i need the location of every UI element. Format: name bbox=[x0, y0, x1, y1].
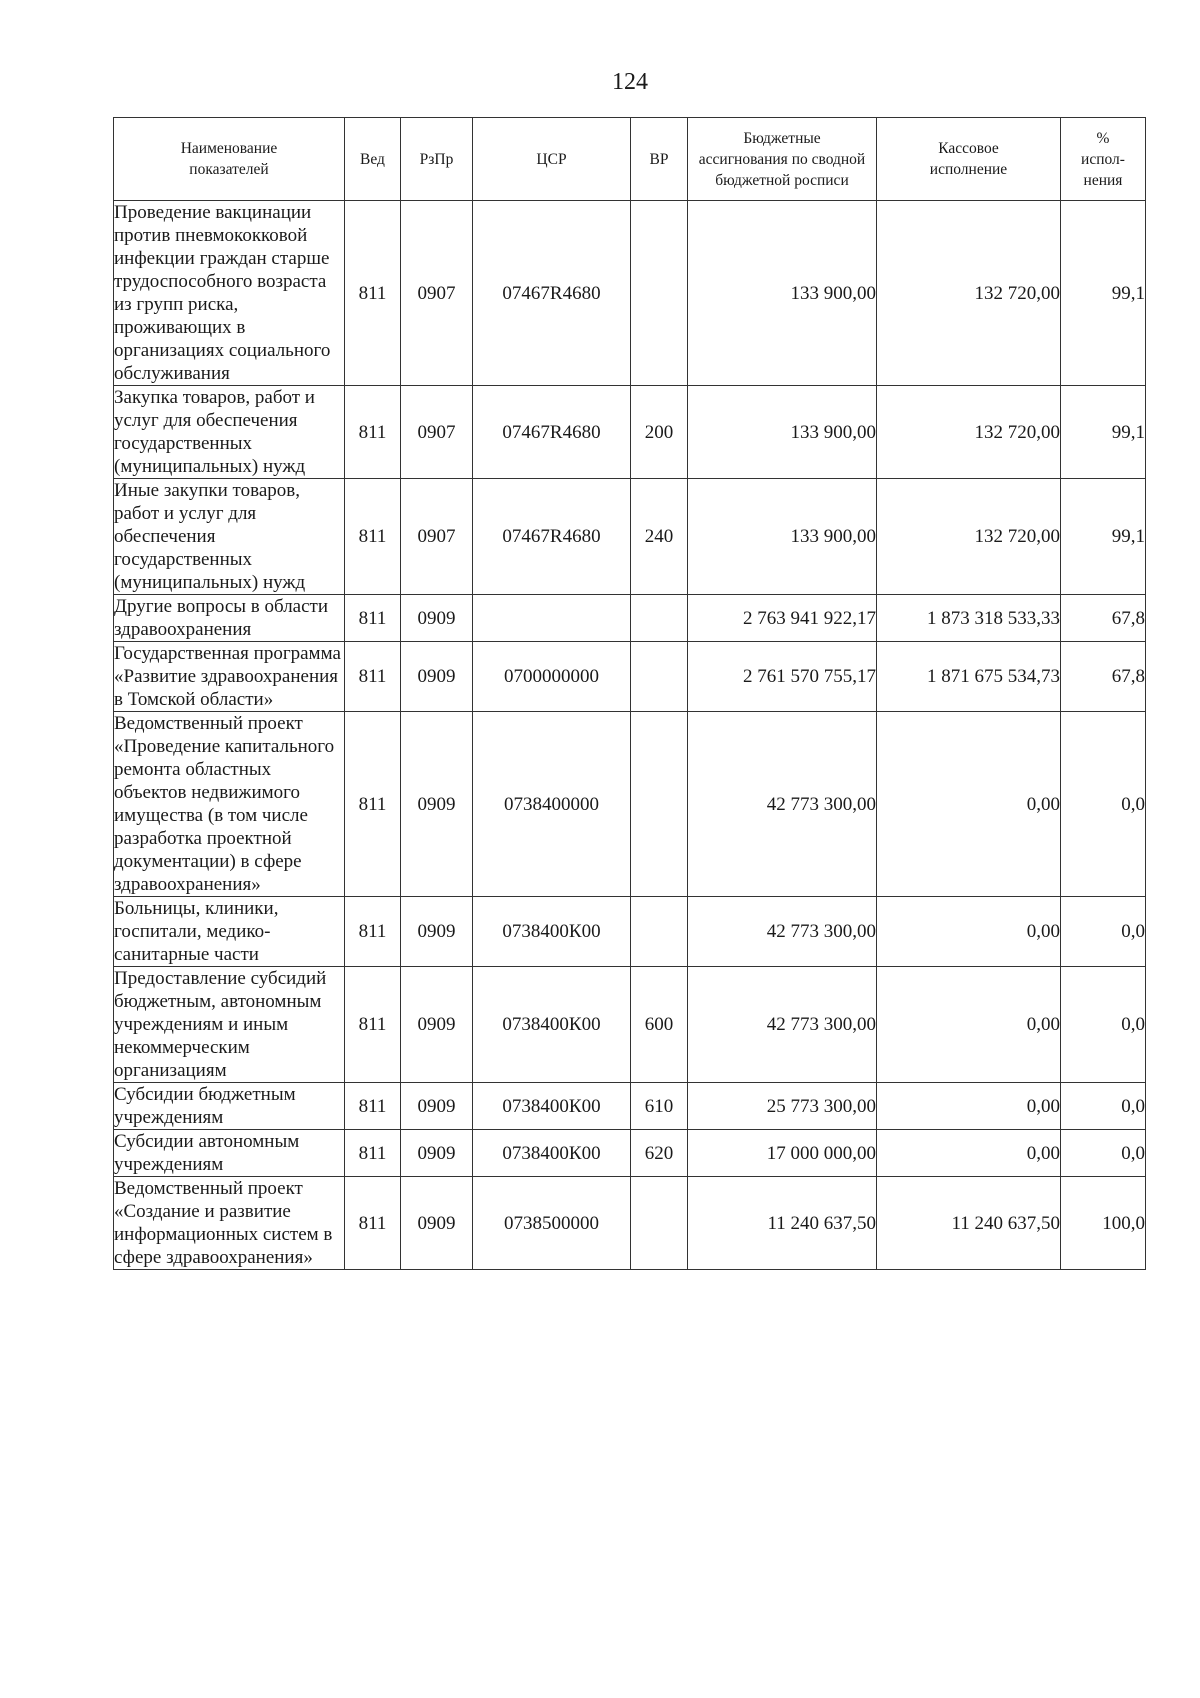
cell-pct: 67,8 bbox=[1061, 595, 1146, 642]
cell-pct: 0,0 bbox=[1061, 967, 1146, 1083]
cell-budget: 2 761 570 755,17 bbox=[688, 642, 877, 712]
cell-cash: 11 240 637,50 bbox=[877, 1177, 1061, 1270]
table-header bbox=[114, 118, 1146, 201]
cell-ved: 811 bbox=[345, 967, 401, 1083]
cell-vr: 200 bbox=[631, 386, 688, 479]
cell-budget: 25 773 300,00 bbox=[688, 1083, 877, 1130]
cell-vr: 620 bbox=[631, 1130, 688, 1177]
table-row bbox=[114, 897, 1146, 967]
cell-cash: 0,00 bbox=[877, 897, 1061, 967]
cell-cash: 0,00 bbox=[877, 967, 1061, 1083]
cell-ved: 811 bbox=[345, 595, 401, 642]
cell-budget: 42 773 300,00 bbox=[688, 967, 877, 1083]
header-name: Наименование показателей bbox=[114, 118, 345, 201]
cell-name: Больницы, клиники, госпитали, медико-санитарные части bbox=[114, 897, 345, 967]
cell-vr bbox=[631, 595, 688, 642]
cell-cash: 132 720,00 bbox=[877, 479, 1061, 595]
cell-cash: 1 871 675 534,73 bbox=[877, 642, 1061, 712]
cell-budget: 11 240 637,50 bbox=[688, 1177, 877, 1270]
cell-rzpr: 0909 bbox=[401, 897, 473, 967]
cell-vr bbox=[631, 201, 688, 386]
cell-name: Предоставление субсидий бюджетным, автономным учреждениям и иным некоммерческим организациям bbox=[114, 967, 345, 1083]
cell-vr bbox=[631, 897, 688, 967]
cell-pct: 67,8 bbox=[1061, 642, 1146, 712]
cell-rzpr: 0909 bbox=[401, 1177, 473, 1270]
table-row bbox=[114, 1130, 1146, 1177]
cell-rzpr: 0909 bbox=[401, 595, 473, 642]
cell-budget: 133 900,00 bbox=[688, 479, 877, 595]
header-cash: Кассовое исполнение bbox=[877, 118, 1061, 201]
cell-vr: 610 bbox=[631, 1083, 688, 1130]
table-row bbox=[114, 201, 1146, 386]
cell-name: Другие вопросы в области здравоохранения bbox=[114, 595, 345, 642]
cell-vr bbox=[631, 1177, 688, 1270]
cell-ved: 811 bbox=[345, 712, 401, 897]
cell-rzpr: 0907 bbox=[401, 479, 473, 595]
cell-name: Иные закупки товаров, работ и услуг для обеспечения государственных (муниципальных) нужд bbox=[114, 479, 345, 595]
table-row bbox=[114, 1083, 1146, 1130]
table-body bbox=[114, 201, 1146, 1270]
cell-ved: 811 bbox=[345, 201, 401, 386]
cell-name: Ведомственный проект «Проведение капитального ремонта областных объектов недвижимого имущества (в том числе разработка проектной документации) в сфере здравоохранения» bbox=[114, 712, 345, 897]
table-row bbox=[114, 386, 1146, 479]
cell-pct: 0,0 bbox=[1061, 1083, 1146, 1130]
cell-ved: 811 bbox=[345, 642, 401, 712]
cell-budget: 17 000 000,00 bbox=[688, 1130, 877, 1177]
cell-cash: 1 873 318 533,33 bbox=[877, 595, 1061, 642]
cell-pct: 99,1 bbox=[1061, 201, 1146, 386]
header-budget: Бюджетные ассигнования по сводной бюджетной росписи bbox=[688, 118, 877, 201]
cell-csr: 0738500000 bbox=[473, 1177, 631, 1270]
cell-rzpr: 0909 bbox=[401, 967, 473, 1083]
cell-pct: 100,0 bbox=[1061, 1177, 1146, 1270]
header-csr: ЦСР bbox=[473, 118, 631, 201]
header-vr: ВР bbox=[631, 118, 688, 201]
table-row bbox=[114, 595, 1146, 642]
cell-ved: 811 bbox=[345, 479, 401, 595]
cell-budget: 133 900,00 bbox=[688, 201, 877, 386]
cell-budget: 133 900,00 bbox=[688, 386, 877, 479]
cell-pct: 0,0 bbox=[1061, 897, 1146, 967]
cell-ved: 811 bbox=[345, 1130, 401, 1177]
cell-budget: 42 773 300,00 bbox=[688, 897, 877, 967]
cell-name: Проведение вакцинации против пневмококковой инфекции граждан старше трудоспособного возраста из групп риска, проживающих в организациях социального обслуживания bbox=[114, 201, 345, 386]
cell-csr: 07467R4680 bbox=[473, 479, 631, 595]
cell-cash: 0,00 bbox=[877, 1083, 1061, 1130]
cell-rzpr: 0909 bbox=[401, 642, 473, 712]
cell-csr bbox=[473, 595, 631, 642]
cell-rzpr: 0907 bbox=[401, 386, 473, 479]
cell-ved: 811 bbox=[345, 897, 401, 967]
cell-budget: 42 773 300,00 bbox=[688, 712, 877, 897]
cell-ved: 811 bbox=[345, 386, 401, 479]
cell-csr: 07467R4680 bbox=[473, 201, 631, 386]
table-row bbox=[114, 479, 1146, 595]
cell-cash: 0,00 bbox=[877, 1130, 1061, 1177]
cell-vr bbox=[631, 712, 688, 897]
cell-rzpr: 0909 bbox=[401, 1130, 473, 1177]
cell-vr: 600 bbox=[631, 967, 688, 1083]
cell-name: Субсидии автономным учреждениям bbox=[114, 1130, 345, 1177]
table-row bbox=[114, 1177, 1146, 1270]
table-row bbox=[114, 642, 1146, 712]
table-row bbox=[114, 712, 1146, 897]
table-row bbox=[114, 967, 1146, 1083]
cell-csr: 0738400К00 bbox=[473, 967, 631, 1083]
cell-cash: 132 720,00 bbox=[877, 386, 1061, 479]
cell-rzpr: 0909 bbox=[401, 712, 473, 897]
cell-cash: 132 720,00 bbox=[877, 201, 1061, 386]
cell-name: Ведомственный проект «Создание и развитие информационных систем в сфере здравоохранения» bbox=[114, 1177, 345, 1270]
cell-csr: 0738400000 bbox=[473, 712, 631, 897]
cell-csr: 0738400К00 bbox=[473, 1130, 631, 1177]
cell-vr bbox=[631, 642, 688, 712]
cell-csr: 0738400К00 bbox=[473, 897, 631, 967]
header-pct: % испол-нения bbox=[1061, 118, 1146, 201]
cell-csr: 07467R4680 bbox=[473, 386, 631, 479]
budget-execution-table bbox=[113, 117, 1146, 1270]
cell-ved: 811 bbox=[345, 1083, 401, 1130]
cell-vr: 240 bbox=[631, 479, 688, 595]
cell-pct: 0,0 bbox=[1061, 712, 1146, 897]
cell-name: Закупка товаров, работ и услуг для обеспечения государственных (муниципальных) нужд bbox=[114, 386, 345, 479]
cell-rzpr: 0909 bbox=[401, 1083, 473, 1130]
header-ved: Вед bbox=[345, 118, 401, 201]
cell-csr: 0738400К00 bbox=[473, 1083, 631, 1130]
cell-pct: 99,1 bbox=[1061, 386, 1146, 479]
page-number: 124 bbox=[612, 69, 648, 95]
cell-name: Субсидии бюджетным учреждениям bbox=[114, 1083, 345, 1130]
cell-pct: 0,0 bbox=[1061, 1130, 1146, 1177]
cell-budget: 2 763 941 922,17 bbox=[688, 595, 877, 642]
cell-cash: 0,00 bbox=[877, 712, 1061, 897]
cell-rzpr: 0907 bbox=[401, 201, 473, 386]
cell-csr: 0700000000 bbox=[473, 642, 631, 712]
cell-ved: 811 bbox=[345, 1177, 401, 1270]
cell-pct: 99,1 bbox=[1061, 479, 1146, 595]
header-rzpr: РзПр bbox=[401, 118, 473, 201]
cell-name: Государственная программа «Развитие здравоохранения в Томской области» bbox=[114, 642, 345, 712]
